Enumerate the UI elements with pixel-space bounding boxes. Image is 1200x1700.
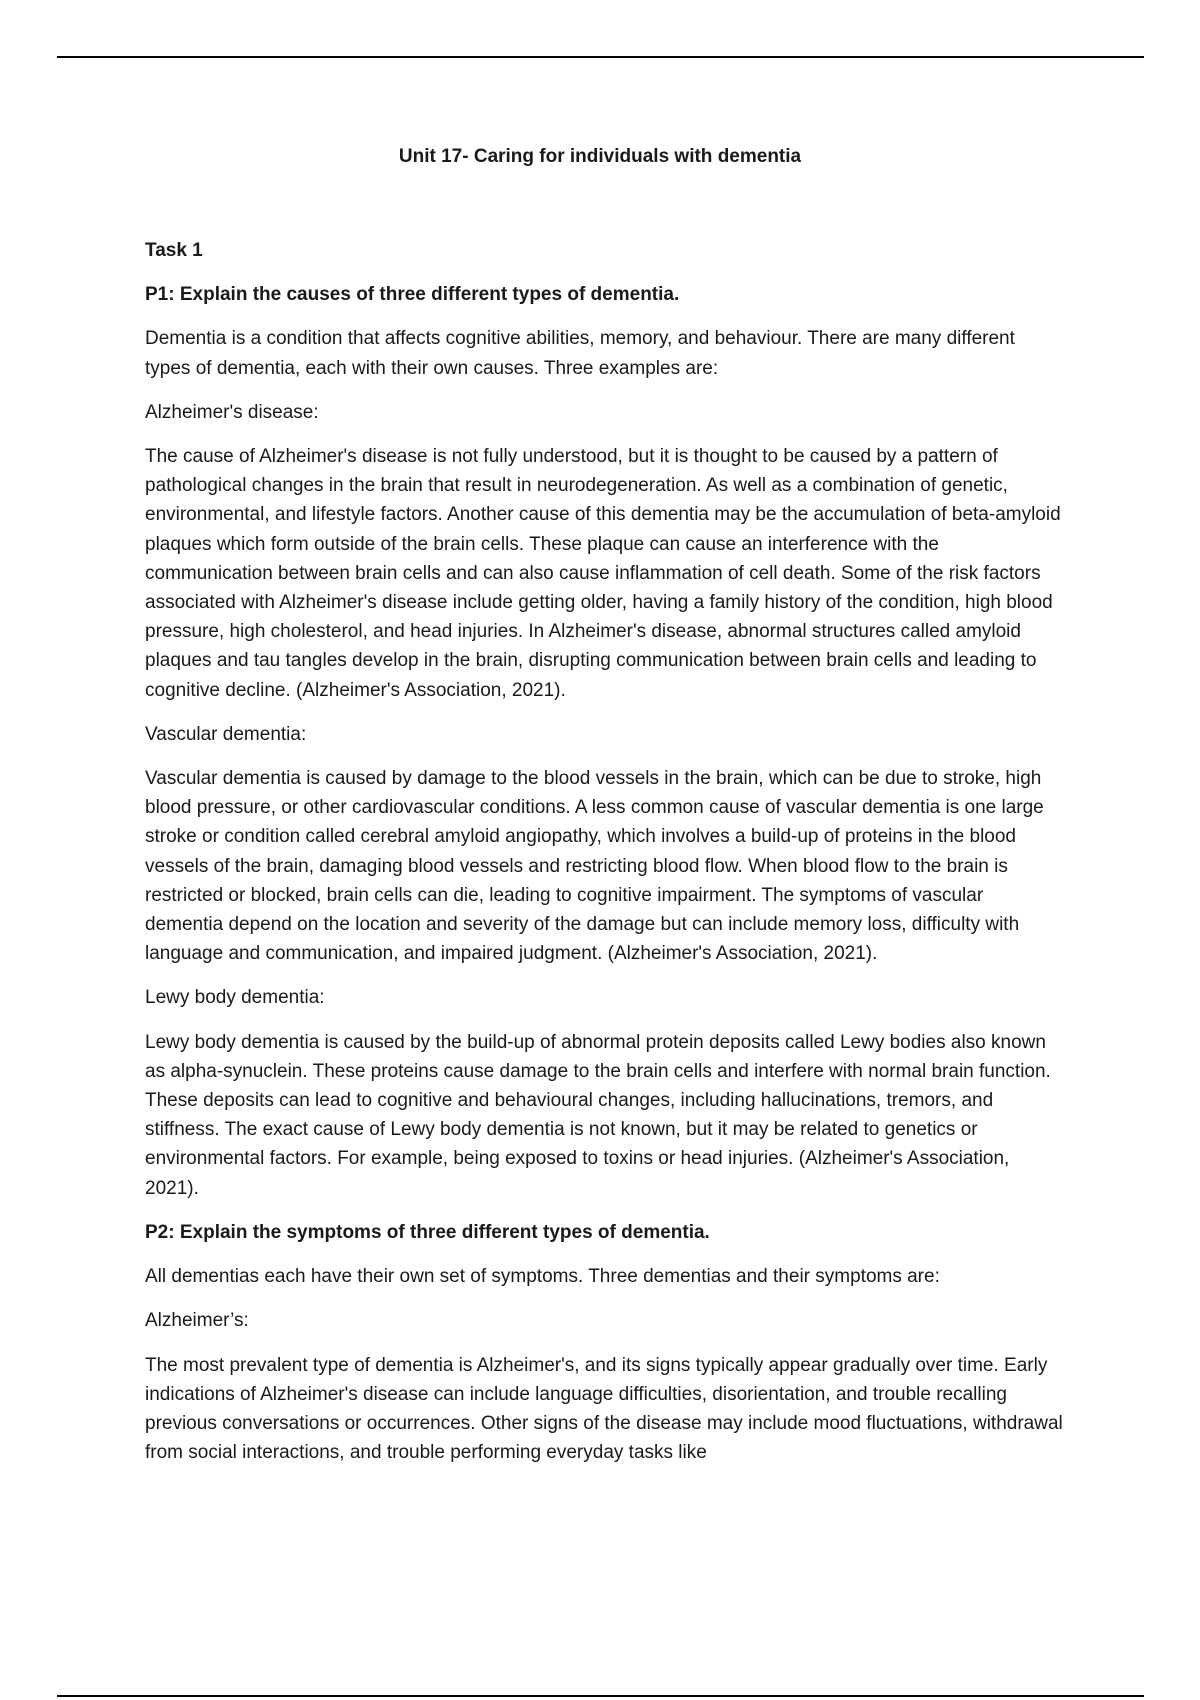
p2-alzheimers-label: Alzheimer’s: xyxy=(145,1310,249,1332)
document-title: Unit 17- Caring for individuals with dementia xyxy=(398,146,802,167)
p1-vascular-paragraph: Vascular dementia is caused by damage to the blood vessels in the brain, which can be due to stroke, high blood pressure, or other cardiovascular conditions. A less common cause of vascular dementia is one large stroke or condition called cerebral amyloid angiopathy, which involves a build-up of proteins in the blood vessels of the brain, damaging blood vessels and restricting blood flow. When blood flow to the brain is restricted or blocked, brain cells can die, leading to cognitive impairment. The symptoms of vascular dementia depend on the location and severity of the damage but can include memory loss, difficulty with language and communication, and impaired judgment. (Alzheimer's Association, 2021). xyxy=(145,768,1044,965)
top-rule xyxy=(57,56,1144,58)
p1-lewy-label: Lewy body dementia: xyxy=(145,987,325,1009)
document-body xyxy=(145,236,1065,1482)
p1-vascular-label: Vascular dementia: xyxy=(145,723,307,745)
task-label: Task 1 xyxy=(145,240,203,261)
p2-intro-paragraph: All dementias each have their own set of symptoms. Three dementias and their symptoms are: xyxy=(145,1266,940,1288)
p1-lewy-paragraph: Lewy body dementia is caused by the build-up of abnormal protein deposits called Lewy bodies also known as alpha-synuclein. These proteins cause damage to the brain cells and interfere with normal brain function. These deposits can lead to cognitive and behavioural changes, including hallucinations, tremors, and stiffness. The exact cause of Lewy body dementia is not known, but it may be related to genetics or environmental factors. For example, being exposed to toxins or head injuries. (Alzheimer's Association, 2021). xyxy=(145,1031,1051,1199)
p2-alzheimers-paragraph: The most prevalent type of dementia is Alzheimer's, and its signs typically appear gradually over time. Early indications of Alzheimer's disease can include language difficulties, disorientation, and trouble recalling previous conversations or occurrences. Other signs of the disease may include mood fluctuations, withdrawal from social interactions, and trouble performing everyday tasks like xyxy=(145,1354,1063,1464)
p1-intro-paragraph: Dementia is a condition that affects cognitive abilities, memory, and behaviour. There are many different types of dementia, each with their own causes. Three examples are: xyxy=(145,328,1015,379)
p1-heading: P1: Explain the causes of three different types of dementia. xyxy=(145,284,680,306)
p1-alzheimers-paragraph: The cause of Alzheimer's disease is not fully understood, but it is thought to be caused by a pattern of pathological changes in the brain that result in neurodegeneration. As well as a combination of genetic, environmental, and lifestyle factors. Another cause of this dementia may be the accumulation of beta-amyloid plaques which form outside of the brain cells. These plaque can cause an interference with the communication between brain cells and can also cause inflammation of cell death. Some of the risk factors associated with Alzheimer's disease include getting older, having a family history of the condition, high blood pressure, high cholesterol, and head injuries. In Alzheimer's disease, abnormal structures called amyloid plaques and tau tangles develop in the brain, disrupting communication between brain cells and leading to cognitive decline. (Alzheimer's Association, 2021). xyxy=(145,446,1061,701)
p1-alzheimers-label: Alzheimer's disease: xyxy=(145,401,319,423)
bottom-rule xyxy=(57,1695,1144,1697)
p2-heading: P2: Explain the symptoms of three different types of dementia. xyxy=(145,1221,710,1243)
